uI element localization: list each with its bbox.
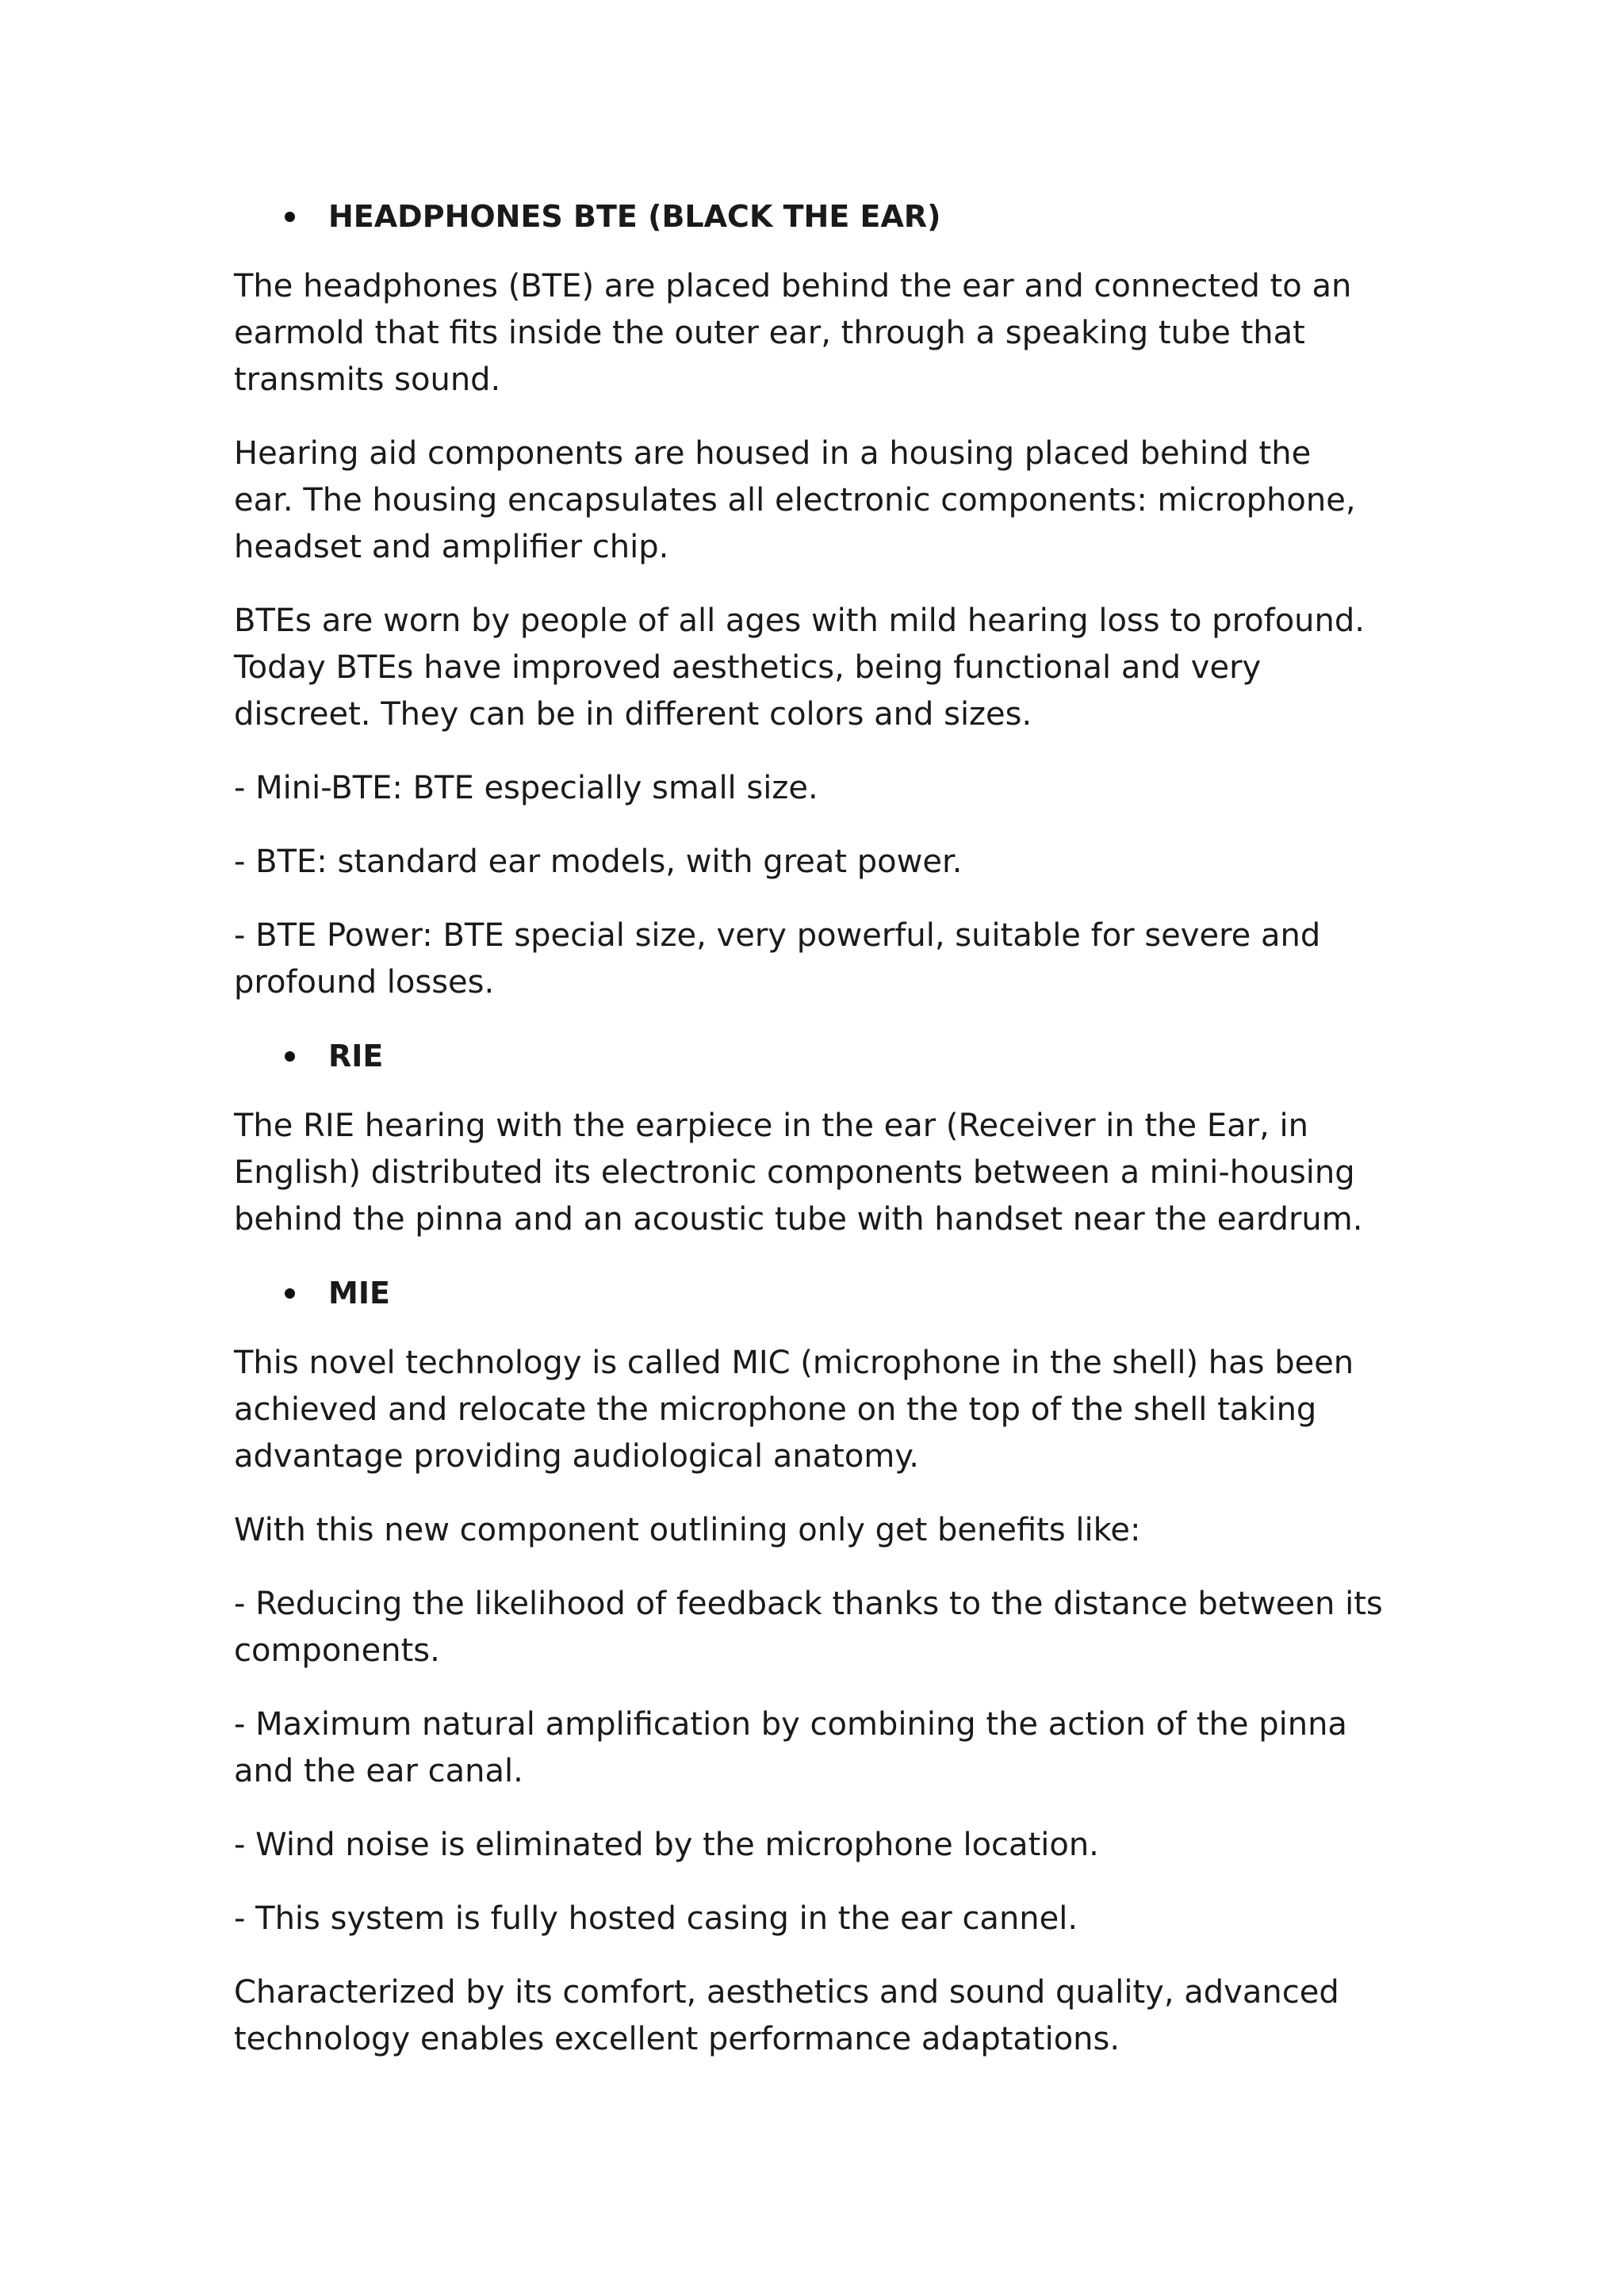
heading-text: HEADPHONES BTE (BLACK THE EAR) <box>328 199 941 234</box>
section-heading-bte <box>234 193 1408 239</box>
list-item-feedback: - Reducing the likelihood of feedback thanks to the distance between its components. <box>234 1586 1383 1669</box>
paragraph-mie-benefits-intro: With this new component outlining only get benefits like: <box>234 1512 1141 1548</box>
list-item-wind-noise: - Wind noise is eliminated by the microphone location. <box>234 1827 1099 1863</box>
section-heading-mie <box>234 1270 1408 1316</box>
list-item-bte: - BTE: standard ear models, with great power. <box>234 844 963 880</box>
bullet-icon <box>285 1288 295 1299</box>
list-item-bte-power: - BTE Power: BTE special size, very powerful, suitable for severe and profound losses. <box>234 917 1321 1001</box>
paragraph-conclusion: Characterized by its comfort, aesthetics and sound quality, advanced technology enables excellent performance adaptations. <box>234 1974 1339 2057</box>
section-heading-rie <box>234 1033 1408 1079</box>
list-item-mini-bte: - Mini-BTE: BTE especially small size. <box>234 770 818 806</box>
document-page <box>234 193 1408 2090</box>
paragraph-rie: The RIE hearing with the earpiece in the ear (Receiver in the Ear, in English) distributed its electronic components between a mini-housing behind the pinna and an acoustic tube with handset near the eardrum. <box>234 1108 1363 1238</box>
paragraph-bte-intro: The headphones (BTE) are placed behind the ear and connected to an earmold that fits inside the outer ear, through a speaking tube that transmits sound. <box>234 268 1352 398</box>
list-item-amplification: - Maximum natural amplification by combining the action of the pinna and the ear canal. <box>234 1706 1347 1789</box>
heading-text: RIE <box>328 1039 384 1073</box>
bullet-icon <box>285 1051 295 1062</box>
bullet-icon <box>285 212 295 222</box>
paragraph-bte-users: BTEs are worn by people of all ages with mild hearing loss to profound. Today BTEs have improved aesthetics, being functional and very discreet. They can be in different colors and sizes. <box>234 603 1365 733</box>
list-item-casing: - This system is fully hosted casing in the ear cannel. <box>234 1900 1078 1937</box>
heading-text: MIE <box>328 1276 390 1311</box>
paragraph-mie-intro: This novel technology is called MIC (microphone in the shell) has been achieved and relocate the microphone on the top of the shell taking advantage providing audiological anatomy. <box>234 1345 1354 1475</box>
paragraph-bte-components: Hearing aid components are housed in a housing placed behind the ear. The housing encapsulates all electronic components: microphone, headset and amplifier chip. <box>234 435 1356 565</box>
